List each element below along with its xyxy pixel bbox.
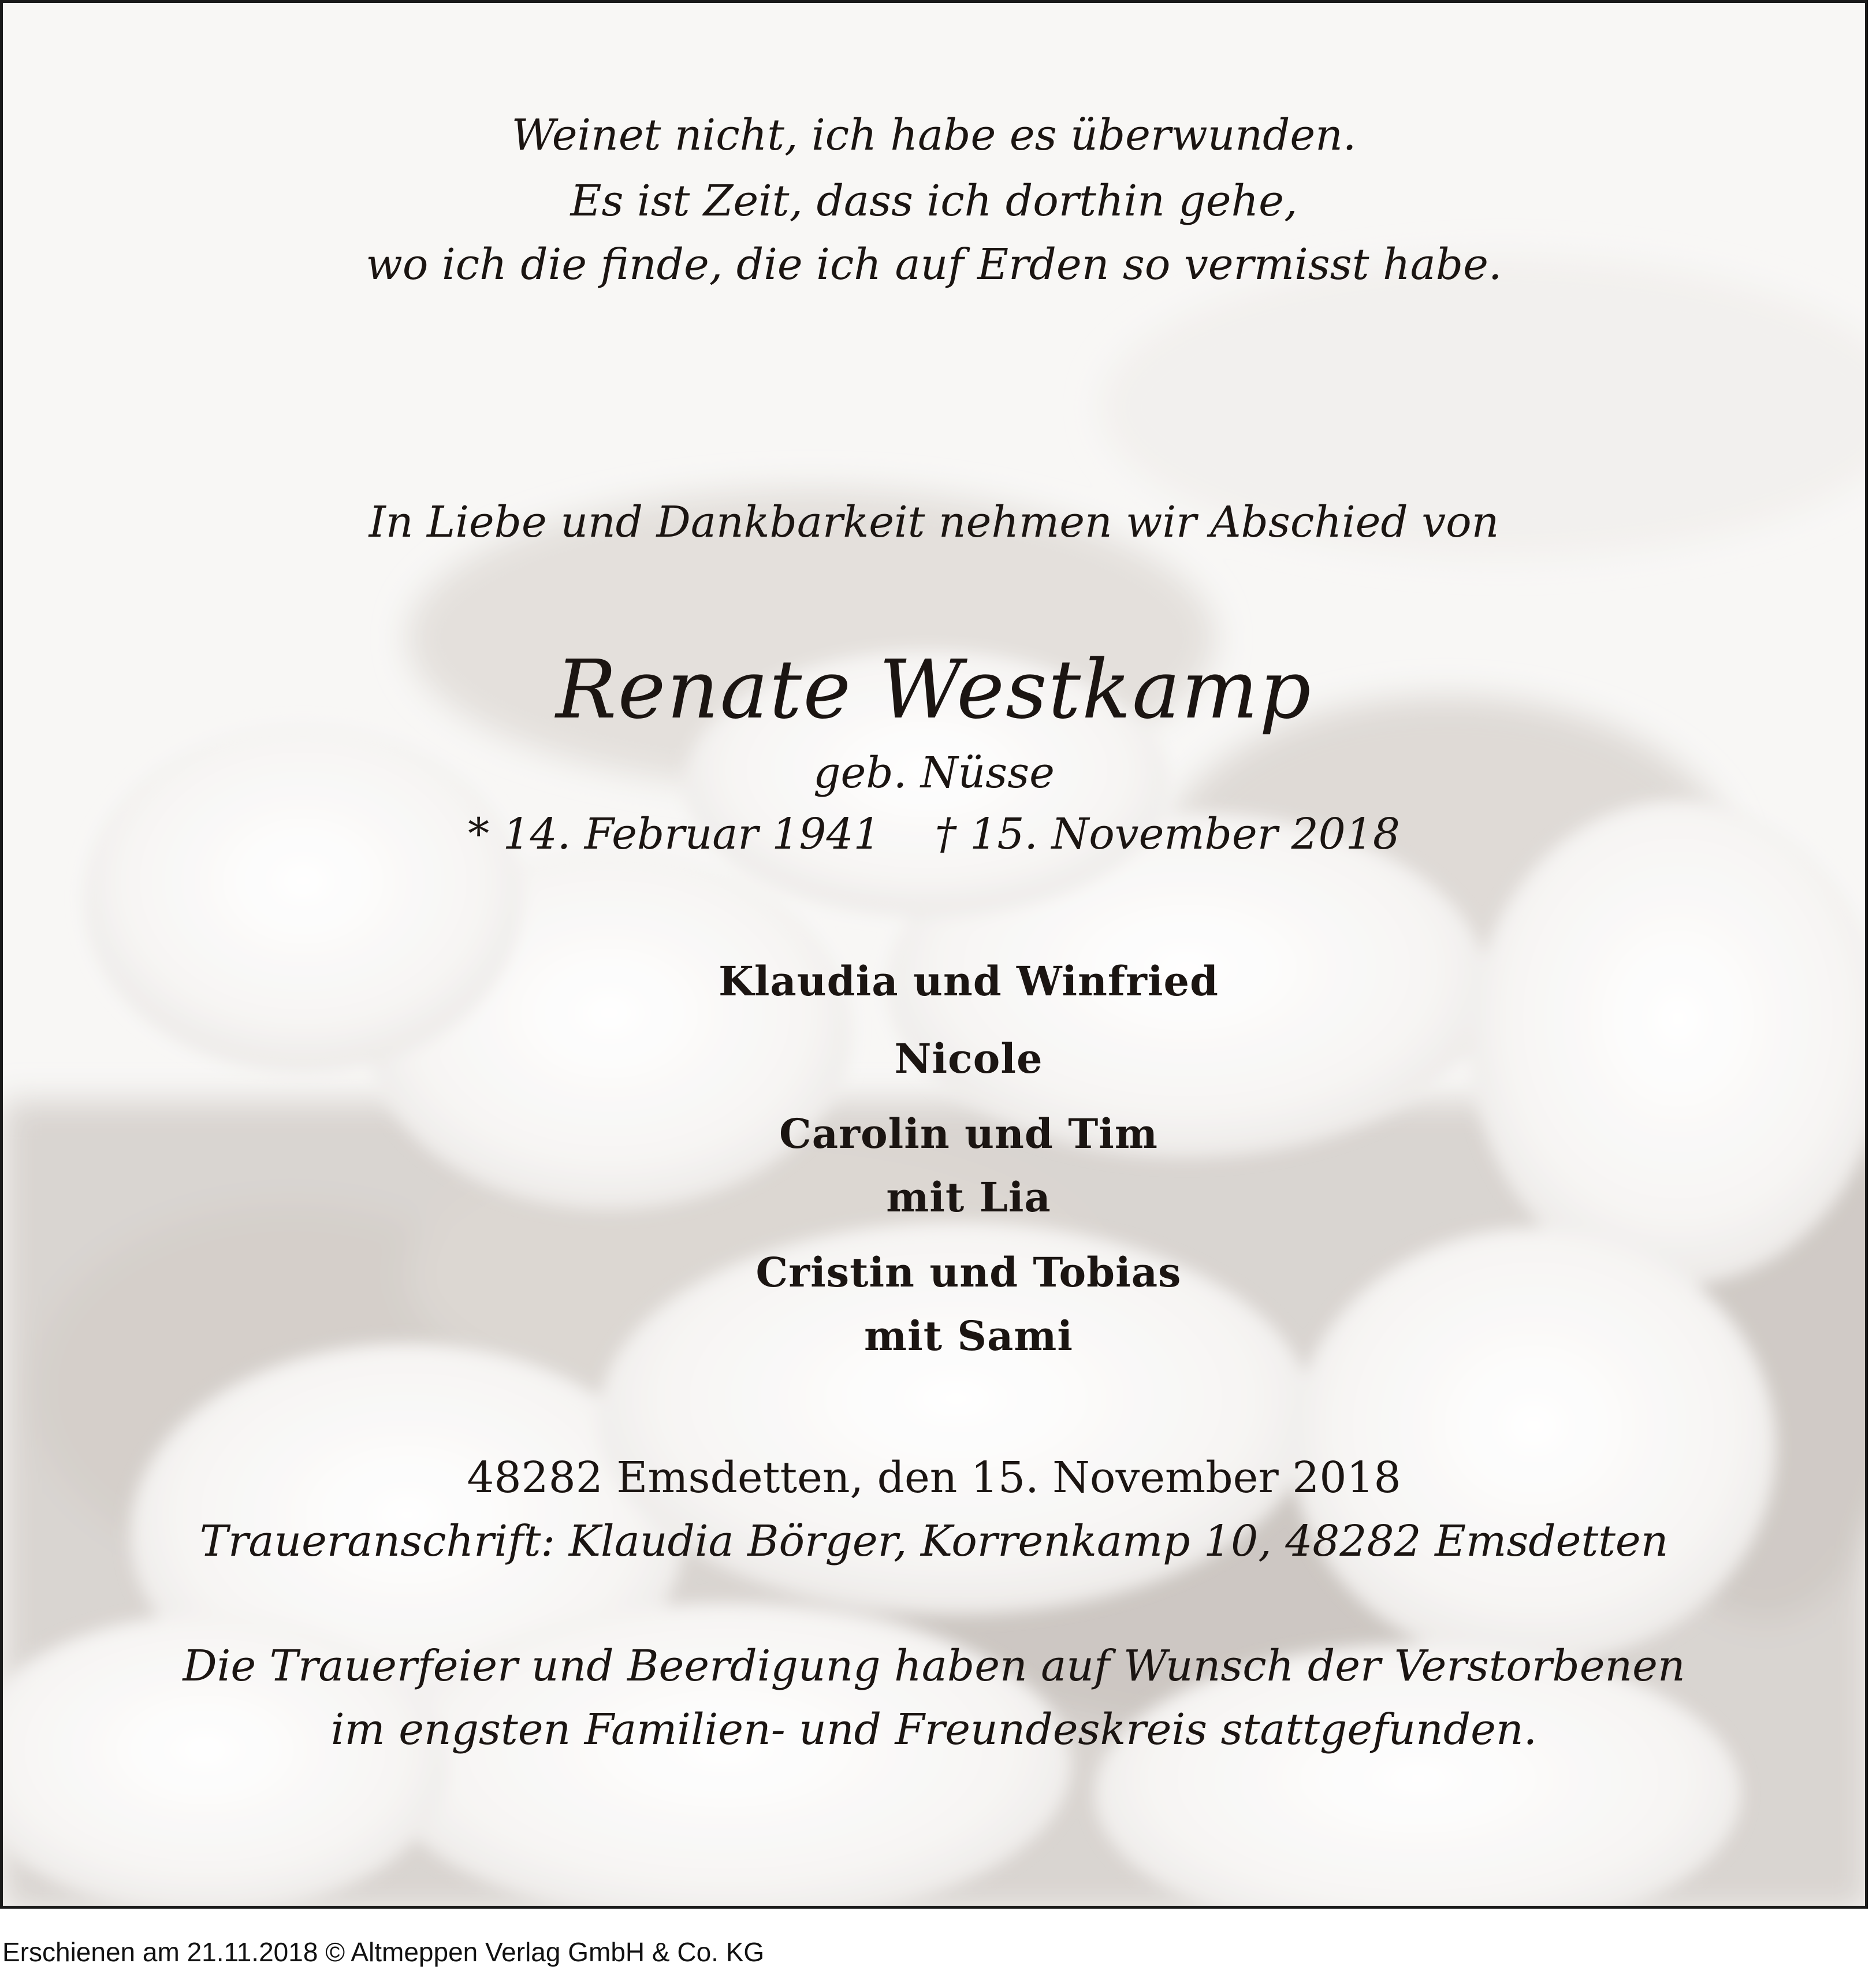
funeral-notice-line-1: Die Trauerfeier und Beerdigung haben auf Wunsch der Verstorbenen — [183, 1641, 1685, 1691]
place-and-date: 48282 Emsdetten, den 15. November 2018 — [467, 1453, 1401, 1503]
family-line-1: Klaudia und Winfried — [719, 957, 1219, 1005]
poem-line-3: wo ich die finde, die ich auf Erden so vermisst habe. — [366, 240, 1502, 289]
family-line-6: mit Sami — [864, 1312, 1073, 1360]
farewell-intro: In Liebe und Dankbarkeit nehmen wir Abschied von — [368, 497, 1499, 547]
birth-name: geb. Nüsse — [813, 748, 1055, 798]
poem-line-1: Weinet nicht, ich habe es überwunden. — [511, 110, 1357, 160]
family-line-4: mit Lia — [886, 1173, 1051, 1221]
mourning-address: Traueranschrift: Klaudia Börger, Korrenkamp 10, 48282 Emsdetten — [199, 1516, 1669, 1566]
family-line-2: Nicole — [894, 1035, 1043, 1083]
life-dates: * 14. Februar 1941 † 15. November 2018 — [468, 809, 1400, 859]
family-line-3: Carolin und Tim — [779, 1110, 1158, 1158]
poem-line-2: Es ist Zeit, dass ich dorthin gehe, — [570, 176, 1298, 226]
deceased-name: Renate Westkamp — [556, 643, 1312, 737]
family-line-5: Cristin und Tobias — [755, 1248, 1182, 1296]
publication-footer: Erschienen am 21.11.2018 © Altmeppen Verlag GmbH & Co. KG — [2, 1937, 765, 1967]
funeral-notice-line-2: im engsten Familien- und Freundeskreis stattgefunden. — [330, 1705, 1538, 1754]
